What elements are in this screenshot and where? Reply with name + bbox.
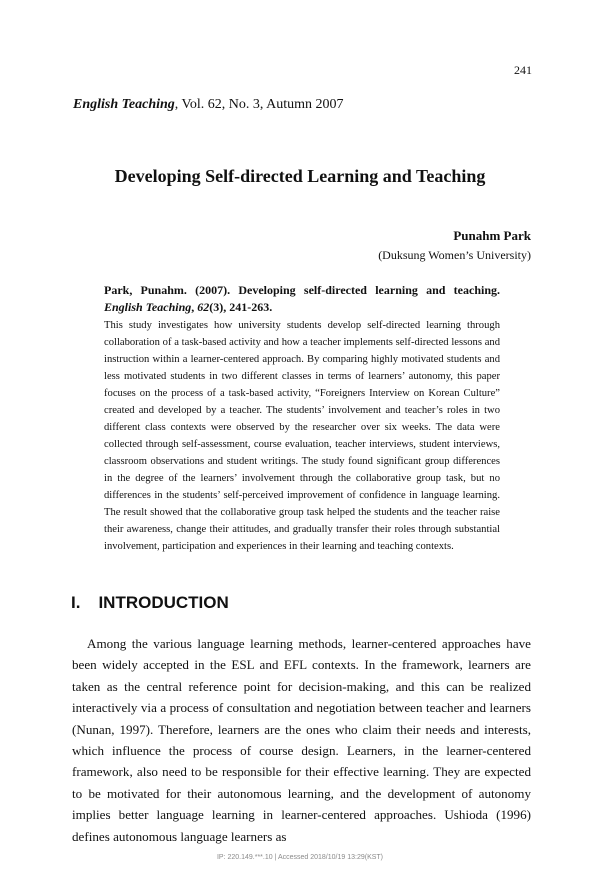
author-affiliation: (Duksung Women’s University): [378, 248, 531, 262]
citation-sep: ,: [191, 300, 198, 314]
body-paragraph: Among the various language learning methods, learner-centered approaches have been widely accepted in the ESL and EFL contexts. In the framework, learners are taken as the central reference point for decision-making, and this can be realized interactively via a process of consultation and negotiation between teacher and learners (Nunan, 1997). Therefore, learners are the ones who claim their needs and interests, which influence the process of course design. Learners, in the learner-centered framework, also need to be responsible for their effective learning. They are expected to be motivated for their autonomous learning, and the development of autonomy implies better language learning in learner-centered approaches. Ushioda (1996) defines autonomous language learners as: [72, 636, 531, 844]
journal-issue: , Vol. 62, No. 3, Autumn 2007: [174, 97, 344, 112]
section-number: I.: [71, 593, 81, 612]
section-heading: [71, 593, 229, 613]
section-title: INTRODUCTION: [98, 593, 229, 612]
citation-rest: (3), 241-263.: [209, 300, 273, 314]
page-number: 241: [514, 63, 532, 77]
article-title: Developing Self-directed Learning and Teaching: [114, 166, 486, 186]
citation-journal: English Teaching: [104, 300, 192, 314]
citation-prefix: Park, Punahm. (2007). Developing self-directed learning and teaching.: [104, 283, 500, 297]
abstract: This study investigates how university students develop self-directed learning through collaboration of a task-based activity and how a teacher implements self-directed lessons and instruction within a learner-centered approach. By comparing highly motivated students and less motivated students in two different classes in terms of learners’ autonomy, this paper focuses on the process of a task-based activity, “Foreigners Interview on Korean Culture” created and developed by a teacher. The students’ involvement and teacher’s roles in two different class contexts were observed by the researcher over six weeks. The data were collected through self-assessment, course evaluation, teacher interviews, student interviews, classroom observations and student writings. The study found significant group differences in the degree of the learners’ involvement through the collaborative group task, but no differences in the students’ self-perceived improvement of confidence in language learning. The result showed that the collaborative group task helped the students and the teacher raise their awareness, change their attitudes, and gradually transfer their roles through substantial involvement, participation and experiences in their learning and teaching contexts.: [104, 320, 500, 552]
journal-header: [73, 97, 343, 113]
journal-name: English Teaching: [73, 97, 175, 112]
author-name: Punahm Park: [453, 228, 531, 243]
citation-volume: 62: [197, 300, 210, 314]
access-footer: IP: 220.149.***.10 | Accessed 2018/10/19 13:29(KST): [216, 854, 384, 861]
citation: [104, 282, 500, 316]
